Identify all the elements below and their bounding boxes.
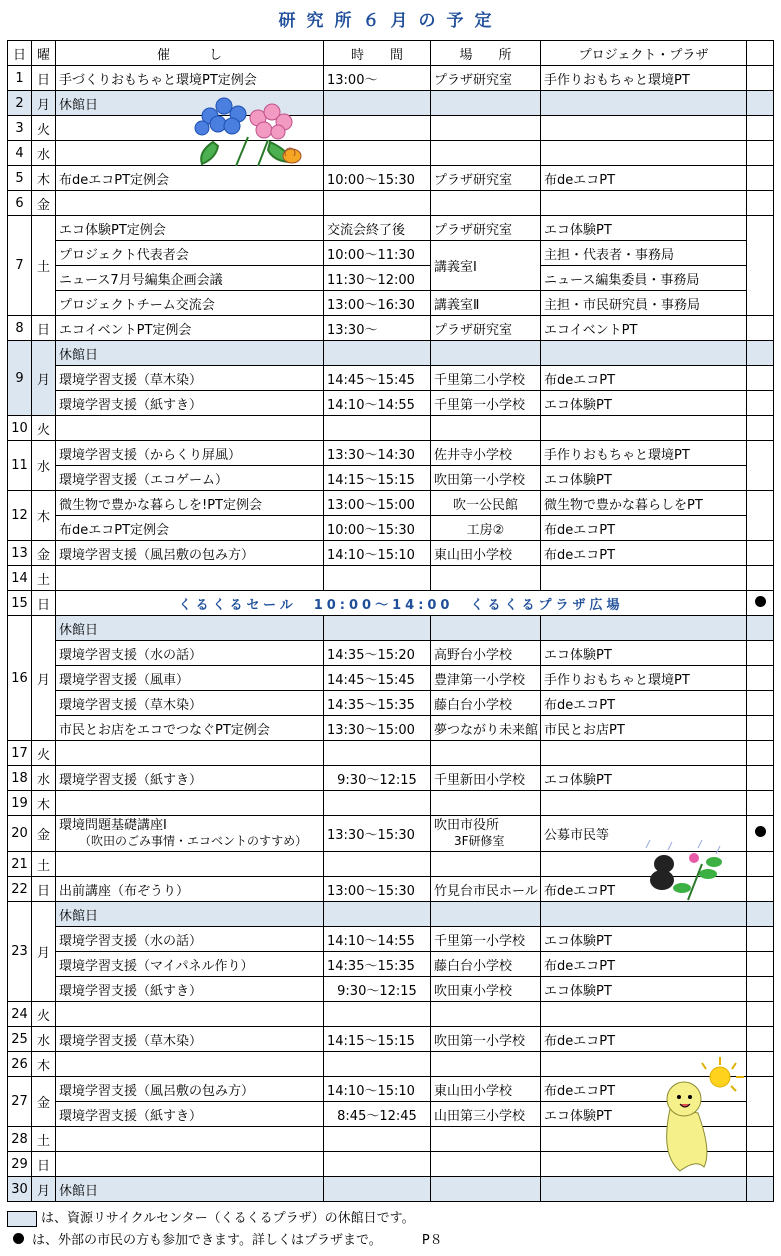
event-cell: プロジェクト代表者会 [56,241,324,266]
table-row [8,791,774,816]
table-row [8,191,774,216]
table-row [8,391,774,416]
time-cell: 14:15～15:15 [324,1027,431,1052]
place-cell: 佐井寺小学校 [431,441,541,466]
weekday-cell: 土 [32,216,56,316]
table-row [8,316,774,341]
day-cell: 9 [8,341,32,416]
day-cell: 15 [8,591,32,616]
place-cell: 豊津第一小学校 [431,666,541,691]
table-row [8,516,774,541]
day-cell: 6 [8,191,32,216]
project-cell: 布deエコPT [541,691,747,716]
day-cell: 10 [8,416,32,441]
day-cell: 7 [8,216,32,316]
event-cell: 布deエコPT定例会 [56,166,324,191]
table-row [8,466,774,491]
place-cell: 藤白台小学校 [431,952,541,977]
weekday-cell: 月 [32,91,56,116]
weekday-cell: 木 [32,166,56,191]
legend-closed-text: は、資源リサイクルセンター（くるくるプラザ）の休館日です。 [41,1211,415,1226]
weekday-cell: 木 [32,791,56,816]
project-cell: エコ体験PT [541,466,747,491]
event-cell: 休館日 [56,91,324,116]
event-cell: 環境学習支援（草木染） [56,1027,324,1052]
weekday-cell: 木 [32,1052,56,1077]
project-cell: エコ体験PT [541,216,747,241]
place-cell: 吹田東小学校 [431,977,541,1002]
event-cell: 環境学習支援（エコゲーム） [56,466,324,491]
time-cell: 10:00～11:30 [324,241,431,266]
time-cell: 10:00～15:30 [324,516,431,541]
place-cell: 吹一公民館 [431,491,541,516]
place-title: 吹田市役所 [434,818,500,833]
public-dot-icon [755,596,766,607]
event-title: 環境問題基礎講座Ⅰ [59,818,167,833]
day-cell: 3 [8,116,32,141]
time-cell: 14:10～15:10 [324,541,431,566]
table-row [8,666,774,691]
day-cell: 5 [8,166,32,191]
weekday-cell: 日 [32,1152,56,1177]
project-cell: 主担・代表者・事務局 [541,241,747,266]
weekday-cell: 水 [32,141,56,166]
table-row [8,716,774,741]
project-cell: 布deエコPT [541,516,747,541]
place-cell: 吹田第一小学校 [431,466,541,491]
time-cell: 14:35～15:35 [324,952,431,977]
header-mark [747,41,774,66]
weekday-cell: 月 [32,341,56,416]
time-cell: 14:45～15:45 [324,366,431,391]
weekday-cell: 土 [32,566,56,591]
weekday-cell: 水 [32,766,56,791]
public-dot-icon [755,826,766,837]
header-row [8,41,774,66]
project-cell: 布deエコPT [541,366,747,391]
header-place: 場 所 [431,41,541,66]
table-row [8,491,774,516]
event-cell: 環境学習支援（紙すき） [56,977,324,1002]
day-cell: 29 [8,1152,32,1177]
place-cell: プラザ研究室 [431,216,541,241]
time-cell [324,91,431,116]
weekday-cell: 土 [32,852,56,877]
schedule-table [7,40,774,1202]
project-cell: ニュース編集委員・事務局 [541,266,747,291]
project-cell: エコ体験PT [541,977,747,1002]
weekday-cell: 水 [32,1027,56,1052]
day-cell: 23 [8,902,32,1002]
table-row [8,616,774,641]
event-cell: 環境学習支援（風呂敷の包み方） [56,1077,324,1102]
time-cell: 14:45～15:45 [324,666,431,691]
day-cell: 8 [8,316,32,341]
time-cell: 13:30～15:00 [324,716,431,741]
page-number: P８ [421,1233,443,1248]
weekday-cell: 金 [32,541,56,566]
event-cell: 環境学習支援（紙すき） [56,766,324,791]
table-row [8,141,774,166]
table-row [8,1002,774,1027]
event-cell: 環境学習支援（風車） [56,666,324,691]
table-row [8,952,774,977]
place-cell: 千里第二小学校 [431,366,541,391]
project-cell: エコ体験PT [541,1102,747,1127]
table-row [8,641,774,666]
header-weekday: 曜 [32,41,56,66]
project-cell [541,91,747,116]
event-cell: 出前講座（布ぞうり） [56,877,324,902]
table-row [8,977,774,1002]
weekday-cell: 金 [32,816,56,852]
day-cell: 2 [8,91,32,116]
time-cell: 14:15～15:15 [324,466,431,491]
event-cell: 休館日 [56,1177,324,1202]
day-cell: 24 [8,1002,32,1027]
place-cell: 藤白台小学校 [431,691,541,716]
time-cell: 10:00～15:30 [324,166,431,191]
event-cell: 休館日 [56,902,324,927]
day-cell: 26 [8,1052,32,1077]
table-row [8,591,774,616]
project-cell: 布deエコPT [541,166,747,191]
place-cell: 東山田小学校 [431,1077,541,1102]
project-cell: 布deエコPT [541,541,747,566]
event-cell: 休館日 [56,341,324,366]
weekday-cell: 月 [32,1177,56,1202]
project-cell: エコ体験PT [541,391,747,416]
sun-teru-bozu-illustration-icon [640,1055,750,1175]
weekday-cell: 火 [32,116,56,141]
table-row [8,541,774,566]
weekday-cell: 日 [32,877,56,902]
public-dot-icon [13,1233,24,1244]
project-cell: 微生物で豊かな暮らしをPT [541,491,747,516]
table-row [8,241,774,266]
place-cell: 千里新田小学校 [431,766,541,791]
project-cell: 手作りおもちゃと環境PT [541,66,747,91]
table-row [8,66,774,91]
table-row [8,416,774,441]
legend-dot-text: は、外部の市民の方も参加できます。詳しくはプラザまで。 [32,1233,382,1248]
event-cell: 休館日 [56,616,324,641]
table-row [8,116,774,141]
header-project: プロジェクト・プラザ [541,41,747,66]
weekday-cell: 金 [32,1077,56,1127]
place-cell: 吹田第一小学校 [431,1027,541,1052]
day-cell: 25 [8,1027,32,1052]
time-cell: 13:00～15:00 [324,491,431,516]
event-cell: 布deエコPT定例会 [56,516,324,541]
time-cell: 13:00～ [324,66,431,91]
time-cell: 13:30～15:30 [324,816,431,852]
table-row [8,766,774,791]
event-subtitle: （吹田のごみ事情・エコベントのすすめ） [79,834,308,848]
table-row [8,291,774,316]
header-day: 日 [8,41,32,66]
legend-closed [7,1207,415,1227]
mark-cell [747,66,774,91]
table-row [8,566,774,591]
place-cell: 高野台小学校 [431,641,541,666]
day-cell: 12 [8,491,32,541]
event-cell: 環境学習支援（紙すき） [56,391,324,416]
project-cell: 手作りおもちゃと環境PT [541,666,747,691]
weekday-cell: 火 [32,1002,56,1027]
project-cell: エコ体験PT [541,766,747,791]
cat-flower-illustration-icon [642,838,732,908]
place-cell: 東山田小学校 [431,541,541,566]
weekday-cell: 日 [32,316,56,341]
project-cell: 布deエコPT [541,877,747,902]
mark-cell [747,91,774,116]
weekday-cell: 火 [32,741,56,766]
weekday-cell: 火 [32,416,56,441]
day-cell: 4 [8,141,32,166]
table-row [8,366,774,391]
time-cell: 交流会終了後 [324,216,431,241]
day-cell: 16 [8,616,32,741]
place-cell: 工房② [431,516,541,541]
place-cell: 夢つながり未来館 [431,716,541,741]
event-cell: 環境学習支援（水の話） [56,641,324,666]
table-row [8,441,774,466]
weekday-cell: 月 [32,616,56,741]
time-cell: 14:10～15:10 [324,1077,431,1102]
weekday-cell: 水 [32,441,56,491]
table-row [8,927,774,952]
event-cell: 環境学習支援（草木染） [56,691,324,716]
project-cell: 手作りおもちゃと環境PT [541,441,747,466]
event-cell: エコイベントPT定例会 [56,316,324,341]
place-cell: プラザ研究室 [431,66,541,91]
weekday-cell: 月 [32,902,56,1002]
day-cell: 28 [8,1127,32,1152]
table-row [8,91,774,116]
weekday-cell: 木 [32,491,56,541]
header-time: 時 間 [324,41,431,66]
project-cell: 市民とお店PT [541,716,747,741]
time-cell: 14:10～14:55 [324,391,431,416]
place-cell: 講義室Ⅰ [431,241,541,291]
event-cell: 手づくりおもちゃと環境PT定例会 [56,66,324,91]
project-cell: エコ体験PT [541,927,747,952]
day-cell: 14 [8,566,32,591]
event-cell: 市民とお店をエコでつなぐPT定例会 [56,716,324,741]
table-row [8,1177,774,1202]
event-cell: ニュース7月号編集企画会議 [56,266,324,291]
place-cell: 講義室Ⅱ [431,291,541,316]
time-cell: 14:10～14:55 [324,927,431,952]
weekday-cell: 金 [32,191,56,216]
project-cell: 公募市民等 [541,816,747,852]
day-cell: 11 [8,441,32,491]
day-cell: 17 [8,741,32,766]
time-cell: 14:35～15:20 [324,641,431,666]
event-cell: エコ体験PT定例会 [56,216,324,241]
weekday-cell: 日 [32,66,56,91]
place-cell: 千里第一小学校 [431,927,541,952]
closed-swatch-icon [7,1211,37,1227]
time-cell: 11:30～12:00 [324,266,431,291]
place-cell: 山田第三小学校 [431,1102,541,1127]
table-row [8,341,774,366]
event-cell: 環境学習支援（風呂敷の包み方） [56,541,324,566]
day-cell: 20 [8,816,32,852]
day-cell: 30 [8,1177,32,1202]
place-cell: プラザ研究室 [431,316,541,341]
project-cell: 布deエコPT [541,1027,747,1052]
project-cell: エコイベントPT [541,316,747,341]
project-cell: 布deエコPT [541,1077,747,1102]
place-cell: プラザ研究室 [431,166,541,191]
time-cell: 8:45～12:45 [324,1102,431,1127]
legend-dot [7,1229,773,1248]
event-cell: 環境学習支援（水の話） [56,927,324,952]
time-cell: 9:30～12:15 [324,977,431,1002]
time-cell: 13:00～15:30 [324,877,431,902]
time-cell: 13:30～ [324,316,431,341]
event-cell: プロジェクトチーム交流会 [56,291,324,316]
place-cell [431,816,541,852]
time-cell: 14:35～15:35 [324,691,431,716]
hydrangea-illustration-icon [188,92,310,166]
project-cell: エコ体験PT [541,641,747,666]
time-cell: 9:30～12:15 [324,766,431,791]
event-cell [56,816,324,852]
weekday-cell: 土 [32,1127,56,1152]
project-cell: 主担・市民研究員・事務局 [541,291,747,316]
place-subtitle: 3F研修室 [454,834,505,848]
weekday-cell: 日 [32,591,56,616]
event-cell: 環境学習支援（紙すき） [56,1102,324,1127]
event-cell: 環境学習支援（草木染） [56,366,324,391]
table-row [8,166,774,191]
day-cell: 19 [8,791,32,816]
day-cell: 1 [8,66,32,91]
table-row [8,266,774,291]
day-cell: 18 [8,766,32,791]
event-cell: 微生物で豊かな暮らしを!PT定例会 [56,491,324,516]
table-row [8,741,774,766]
time-cell: 13:00～16:30 [324,291,431,316]
table-row [8,1027,774,1052]
place-cell: 竹見台市民ホール [431,877,541,902]
day-cell: 13 [8,541,32,566]
day-cell: 27 [8,1077,32,1127]
day-cell: 22 [8,877,32,902]
table-row [8,691,774,716]
event-cell: 環境学習支援（からくり屏風） [56,441,324,466]
table-row [8,216,774,241]
header-event: 催 し [56,41,324,66]
project-cell: 布deエコPT [541,952,747,977]
event-cell: 環境学習支援（マイパネル作り） [56,952,324,977]
place-cell: 千里第一小学校 [431,391,541,416]
time-cell: 13:30～14:30 [324,441,431,466]
place-cell [431,91,541,116]
page-title: 研究所６月の予定 [278,11,503,31]
sale-banner: くるくるセール 10:00～14:00 くるくるプラザ広場 [56,591,747,616]
day-cell: 21 [8,852,32,877]
